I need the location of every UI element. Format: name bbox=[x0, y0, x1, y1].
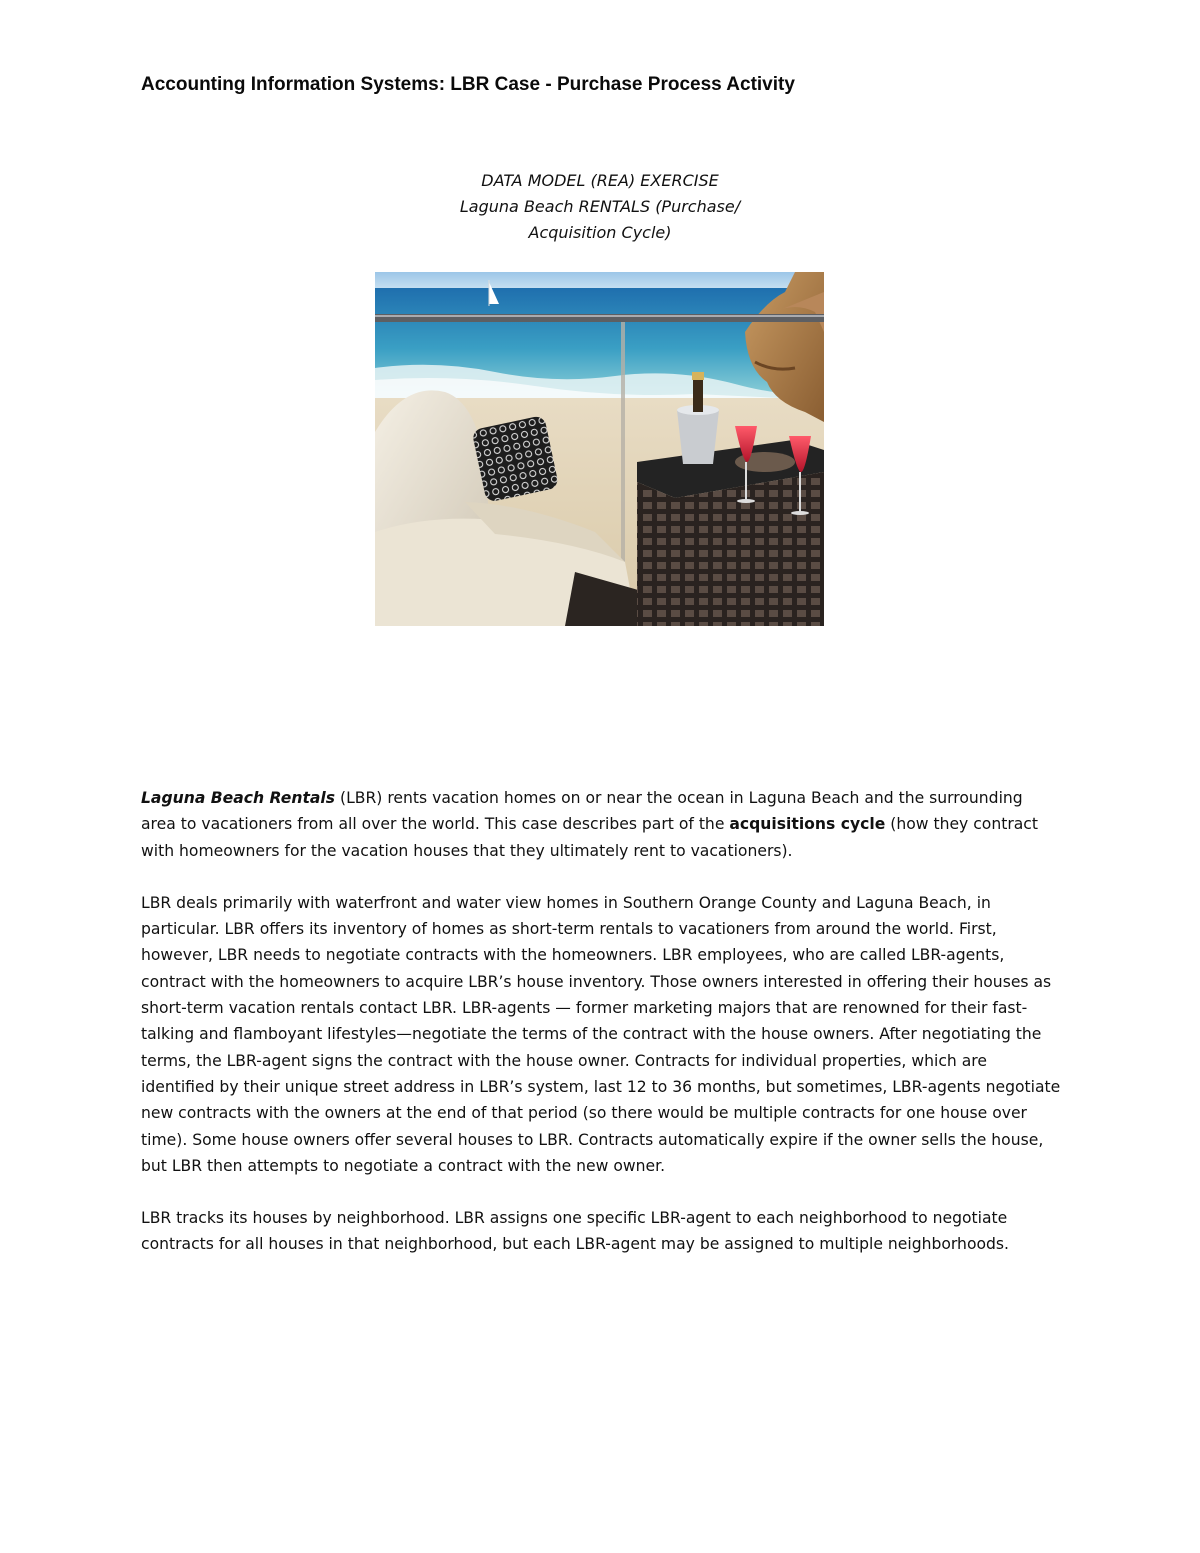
exercise-title-line-1: DATA MODEL (REA) EXERCISE bbox=[481, 171, 719, 190]
exercise-title-line-3: Acquisition Cycle) bbox=[528, 223, 672, 242]
acquisitions-cycle-term: acquisitions cycle bbox=[729, 815, 886, 834]
intro-text-a: (LBR) rents vacation homes on or near the ocean in Laguna Beach and the surrounding area to vacationers from all over the world. This case describes part of the bbox=[141, 789, 1023, 834]
company-name: Laguna Beach Rentals bbox=[141, 789, 336, 807]
contracts-paragraph: LBR deals primarily with waterfront and water view homes in Southern Orange County and Laguna Beach, in particular. LBR offers its inventory of homes as short-term rentals to vacationers from around the world. First, however, LBR needs to negotiate contracts with the homeowners. LBR employees, who are called LBR-agents, contract with the homeowners to acquire LBR’s house inventory. Those owners interested in offering their houses as short-term vacation rentals contact LBR. LBR-agents — former marketing majors that are renowned for their fast-talking and flamboyant lifestyles—negotiate the terms of the contract with the house owners. After negotiating the terms, the LBR-agent signs the contract with the house owner. Contracts for individual properties, which are identified by their unique street address in LBR’s system, last 12 to 36 months, but sometimes, LBR-agents negotiate new contracts with the owners at the end of that period (so there would be multiple contracts for one house over time). Some house owners offer several houses to LBR. Contracts automatically expire if the owner sells the house, but LBR then attempts to negotiate a contract with the new owner. bbox=[141, 893, 1061, 1175]
intro-text-b: (how they contract with homeowners for the vacation houses that they ultimately rent to vacationers). bbox=[141, 815, 1038, 860]
neighborhood-paragraph: LBR tracks its houses by neighborhood. LBR assigns one specific LBR-agent to each neighborhood to negotiate contracts for all houses in that neighborhood, but each LBR-agent may be assigned to multiple neighborhoods. bbox=[141, 1209, 1010, 1254]
exercise-title-block bbox=[0, 168, 1200, 246]
beach-patio-photo bbox=[375, 272, 824, 626]
page-title: Accounting Information Systems: LBR Case - Purchase Process Activity bbox=[141, 74, 795, 95]
case-body-text bbox=[141, 785, 1061, 1284]
exercise-title-line-2: Laguna Beach RENTALS (Purchase/ bbox=[459, 197, 741, 216]
intro-paragraph bbox=[141, 785, 1061, 864]
